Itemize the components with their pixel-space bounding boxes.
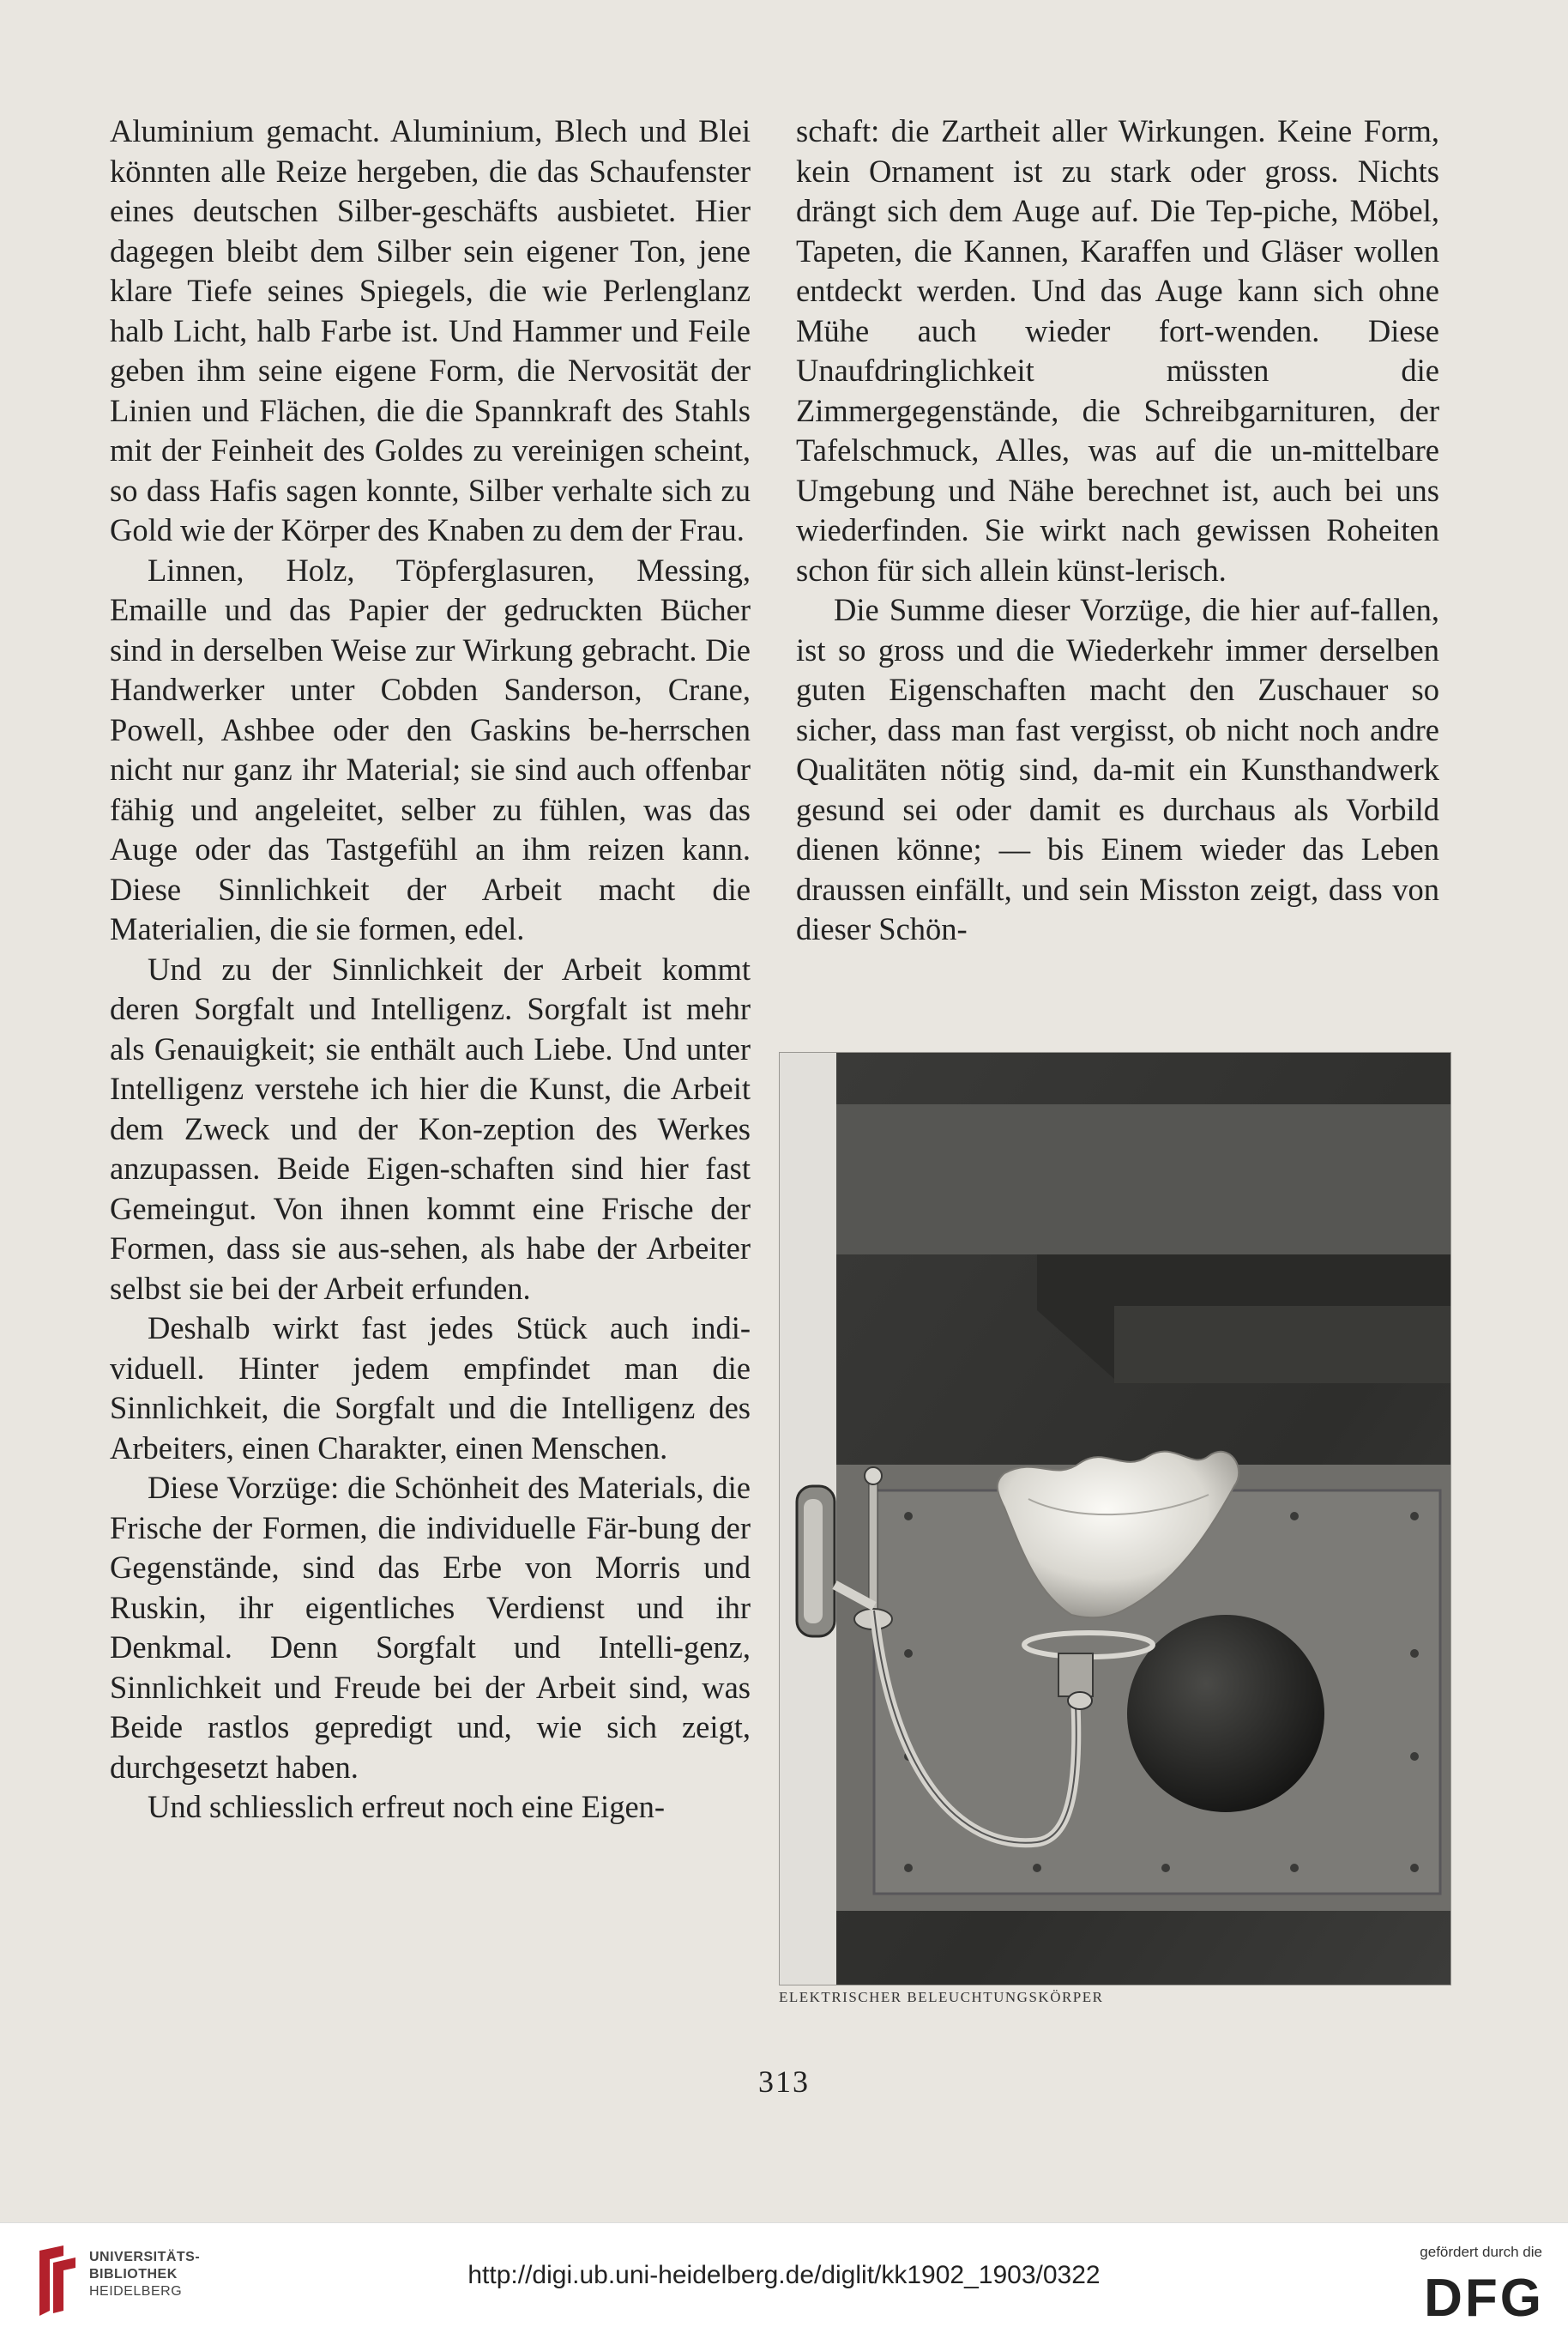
text-column-right bbox=[796, 112, 1439, 950]
paragraph: schaft: die Zartheit aller Wirkungen. Keine Form, kein Ornament ist zu stark oder gross. Nichts drängt sich dem Auge auf. Die Tep-piche, Möbel, Tapeten, die Kannen, Karaffen und Gläser wollen entdeckt werden. Und das Auge kann sich ohne Mühe auch wieder fort-wenden. Diese Unaufdringlichkeit müssten die Zimmergegenstände, die Schreibgarnituren, der Tafelschmuck, Alles, was auf die un-mittelbare Umgebung und Nähe berechnet ist, auch bei uns wiederfinden. Sie wirkt nach gewissen Roheiten schon für sich allein künst-lerisch. bbox=[796, 113, 1439, 588]
paragraph: Und schliesslich erfreut noch eine Eigen- bbox=[148, 1789, 666, 1824]
paragraph: Linnen, Holz, Töpferglasuren, Messing, Emaille und das Papier der gedruckten Bücher sind in derselben Weise zur Wirkung gebracht. Die Handwerker unter Cobden Sanderson, Crane, Powell, Ashbee oder den Gaskins be-herrschen nicht nur ganz ihr Material; sie sind auch offenbar fähig und angeleitet, selber zu fühlen, was das Auge oder das Tastgefühl an ihm reizen kann. Diese Sinnlichkeit der Arbeit macht die Materialien, die sie formen, edel. bbox=[110, 552, 751, 946]
library-name-line3: HEIDELBERG bbox=[89, 2284, 183, 2299]
library-name-line2: BIBLIOTHEK bbox=[89, 2267, 178, 2282]
paragraph: Die Summe dieser Vorzüge, die hier auf-fallen, ist so gross und die Wiederkehr immer derselben guten Eigenschaften macht den Zuschauer so sicher, dass man fast vergisst, ob nicht noch andre Qualitäten nötig sind, da-mit ein Kunsthandwerk gesund sei oder damit es durchaus als Vorbild dienen könne; — bis Einem wieder das Leben draussen einfällt, und sein Misston zeigt, dass von dieser Schön- bbox=[796, 592, 1439, 946]
lamp-photograph bbox=[779, 1052, 1451, 1985]
library-name-line1: UNIVERSITÄTS- bbox=[89, 2250, 201, 2264]
lamp-illustration bbox=[780, 1053, 1450, 1985]
paragraph: Deshalb wirkt fast jedes Stück auch indi-viduell. Hinter jedem empfindet man die Sinnlichkeit, die Sorgfalt und die Intelligenz des Arbeiters, einen Charakter, einen Menschen. bbox=[110, 1310, 751, 1466]
text-column-left bbox=[110, 112, 751, 1828]
paragraph: Diese Vorzüge: die Schönheit des Materials, die Frische der Formen, die individuelle Fär-bung der Gegenstände, sind das Erbe von Morris und Ruskin, ihr eigentliches Verdienst und ihr Denkmal. Denn Sorgfalt und Intelli-genz, Sinnlichkeit und Freude bei der Arbeit sind, was Beide rastlos gepredigt und, wie sich zeigt, durchgesetzt haben. bbox=[110, 1470, 751, 1785]
dfg-logo: DFG bbox=[1424, 2269, 1544, 2328]
page-number: 313 bbox=[758, 2064, 810, 2099]
figure-caption: ELEKTRISCHER BELEUCHTUNGSKÖRPER bbox=[779, 1989, 1104, 2005]
permalink-url[interactable]: http://digi.ub.uni-heidelberg.de/diglit/kk1902_1903/0322 bbox=[467, 2261, 1101, 2289]
funded-by-label: gefördert durch die bbox=[1420, 2244, 1542, 2260]
viewer-footer bbox=[0, 2222, 1568, 2333]
paragraph: Und zu der Sinnlichkeit der Arbeit kommt deren Sorgfalt und Intelligenz. Sorgfalt ist mehr als Genauigkeit; sie enthält auch Liebe. Und unter Intelligenz verstehe ich hier die Kunst, die Arbeit dem Zweck und der Kon-zeption des Werkes anzupassen. Beide Eigen-schaften sind hier fast Gemeingut. Von ihnen kommt eine Frische der Formen, dass sie aus-sehen, als habe der Arbeiter selbst sie bei der Arbeit erfunden. bbox=[110, 951, 751, 1306]
paragraph: Aluminium gemacht. Aluminium, Blech und Blei könnten alle Reize hergeben, die das Schaufenster eines deutschen Silber-geschäfts ausbietet. Hier dagegen bleibt dem Silber sein eigener Ton, jene klare Tiefe seines Spiegels, die wie Perlenglanz halb Licht, halb Farbe ist. Und Hammer und Feile geben ihm seine eigene Form, die Nervosität der Linien und Flächen, die die Spannkraft des Stahls mit der Feinheit des Goldes zu vereinigen scheint, so dass Hafis sagen konnte, Silber verhalte sich zu Gold wie der Körper des Knaben zu dem der Frau. bbox=[110, 113, 751, 547]
